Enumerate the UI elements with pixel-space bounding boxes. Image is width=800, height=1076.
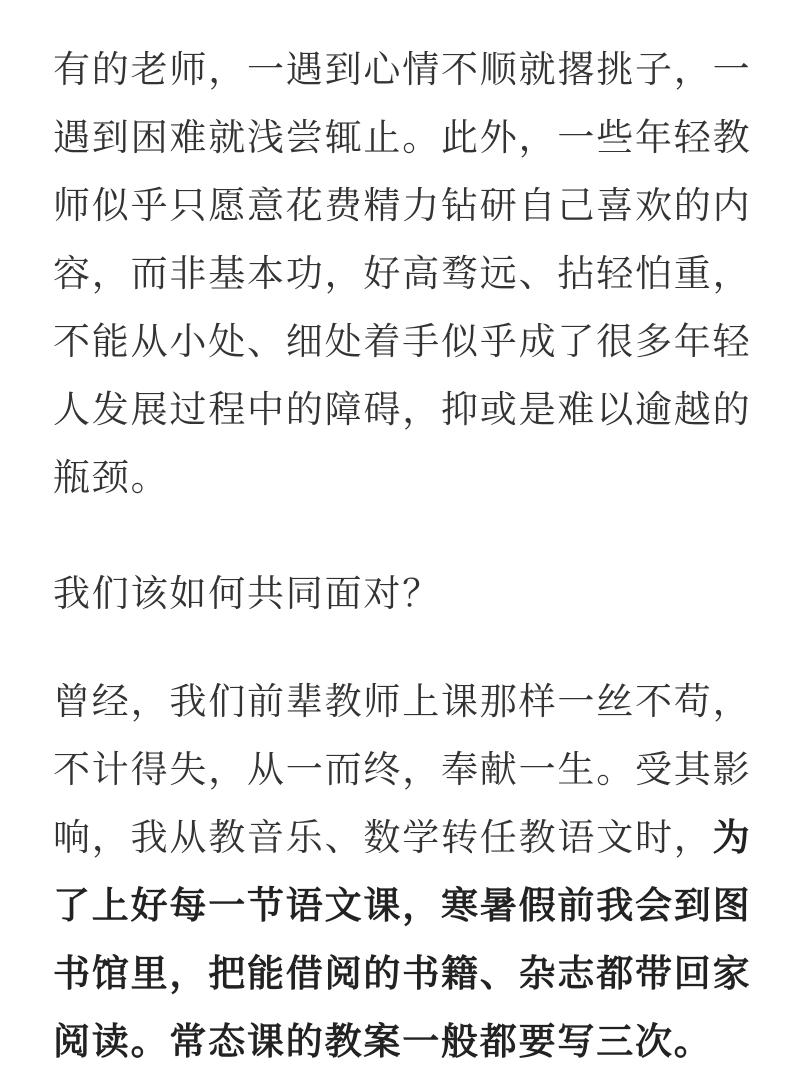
paragraph-2 — [53, 560, 753, 628]
paragraph-line-mixed — [53, 804, 753, 872]
paragraph-line: 不计得失，从一而终，奉献一生。受其影 — [53, 748, 752, 791]
paragraph-line: 有的老师，一遇到心情不顺就撂挑子，一 — [53, 48, 752, 91]
paragraph-line: 瓶颈。 — [53, 456, 170, 499]
paragraph-line: 我们该如何共同面对？ — [53, 572, 441, 615]
paragraph-line: 师似乎只愿意花费精力钻研自己喜欢的内 — [53, 184, 752, 227]
article-body — [53, 36, 753, 1076]
bold-text: 为 — [712, 816, 752, 859]
paragraph-line: 人发展过程中的障碍，抑或是难以逾越的 — [53, 388, 752, 431]
paragraph-line: 不能从小处、细处着手似乎成了很多年轻 — [53, 320, 752, 363]
bold-paragraph-line: 阅读。常态课的教案一般都要写三次。 — [53, 1020, 713, 1063]
regular-text: 响，我从教音乐、数学转任教语文时， — [53, 816, 713, 859]
paragraph-3 — [53, 668, 753, 1076]
paragraph-1 — [53, 36, 753, 512]
paragraph-line: 容，而非基本功，好高骛远、拈轻怕重， — [53, 252, 752, 295]
paragraph-line: 曾经，我们前辈教师上课那样一丝不苟， — [53, 680, 752, 723]
paragraph-spacer — [53, 512, 753, 560]
bold-paragraph-line: 书馆里，把能借阅的书籍、杂志都带回家 — [53, 952, 752, 995]
paragraph-spacer — [53, 628, 753, 668]
paragraph-line: 遇到困难就浅尝辄止。此外，一些年轻教 — [53, 116, 752, 159]
bold-paragraph-line: 了上好每一节语文课，寒暑假前我会到图 — [53, 884, 752, 927]
